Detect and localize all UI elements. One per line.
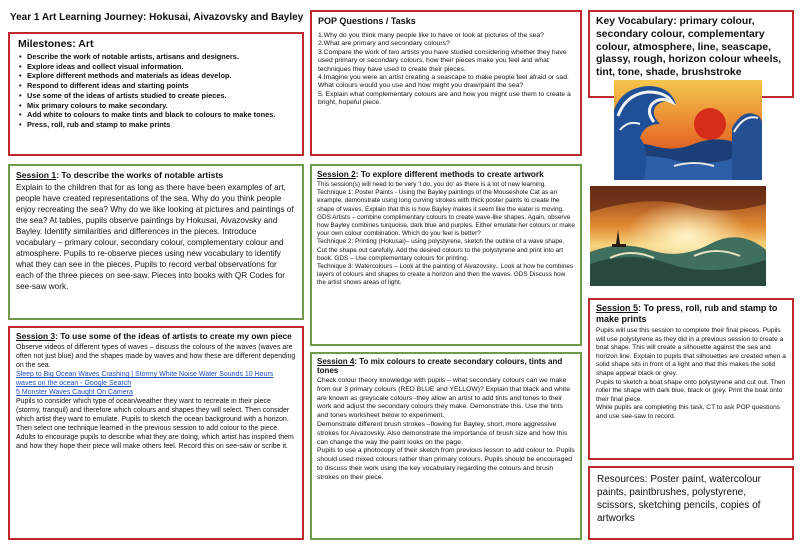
session-3-intro: Observe videos of different types of waves – discuss the colours of the waves (waves are often not just blue) and the shapes made by waves and how these are different depending on the sea. xyxy=(16,344,296,369)
session-4-paragraph: Demonstrate different brush strokes –flowing for Bayley, short, more aggressive strokes for Aivazovsky. Also demonstrate the importance of brush size and how this can change the way the paint looks on the page. xyxy=(317,420,568,446)
pop-question: 3.Compare the work of two artists you have studied considering whether they have used primary or secondary colours, how their pieces make you feel and what techniques they have used to create their pieces. xyxy=(318,48,567,73)
session-2-paragraph: Technique 3: Watercolours – Look at the painting of Aivazovsky.. Look at how he combines layers of colours and shapes to create a horizon and then the waves. GDS Discuss how the artist shows areas of light. xyxy=(317,263,574,287)
pop-question: 5. Explain what complementary colours are and how you might use them to create a bright, hopeful piece. xyxy=(318,90,571,107)
session-2-paragraph: Technique 1: Poster Paints - Using the Bayley paintings of the Mouseshole Cat as an example, demonstrate using long curving strokes with thick poster paints to create the shape of waves. Explain that this is how Bayley makes it seem like the water is moving. GDS Artists – combine complimentary colours to create wave-like shapes. Again, observe how Bayley combines turquoise, dark blue and purples. Either emulate her colours or make your own colour combination. Which do you feel is better? xyxy=(317,189,575,238)
milestone-item: • Respond to different ideas and starting points xyxy=(27,81,294,91)
video-link[interactable]: 5 Monster Waves Caught On Camera xyxy=(16,389,133,396)
session-2-paragraph: This session(s) will need to be very 'I do, you do' as there is a lot of new learning. xyxy=(317,181,547,188)
session-2-heading xyxy=(317,169,575,179)
session-5-paragraph: Pupils will use this session to complete their final pieces. Pupils will use polystyrene as they did in a previous session to create a boat shape. This will create a silhouette against the sea and horizon line. Explain to pupils that silhouettes are created when a solid shape sits in front of a light and that this makes the solid shape appear black or grey. xyxy=(596,327,786,377)
session-5-paragraph: While pupils are completing this task, CT to ask POP questions and use see-saw to record. xyxy=(596,404,781,420)
milestone-item: • Add white to colours to make tints and black to colours to make tones. xyxy=(27,110,294,120)
session-1-heading xyxy=(16,170,296,180)
session-3-objective: : To use some of the ideas of artists to create my own piece xyxy=(55,331,292,341)
session-2-objective: : To explore different methods to create artwork xyxy=(355,169,544,179)
pop-question: 2.What are primary and secondary colours? xyxy=(318,40,450,48)
session-5-heading xyxy=(596,303,786,325)
session-4-heading xyxy=(317,357,575,375)
session-3-box xyxy=(8,326,304,540)
video-link[interactable]: Sleep to Big Ocean Waves Crashing | Stormy White Noise Water Sounds 10 Hours xyxy=(16,371,274,378)
session-3-heading xyxy=(16,331,296,341)
milestone-item: • Describe the work of notable artists, artisans and designers. xyxy=(27,52,294,62)
session-2-label: Session 2 xyxy=(317,169,356,179)
session-4-paragraph: Check colour theory knowledge with pupils – what secondary colours can we make from our 3 primary colours (RED BLUE and YELLOW)? Explain that black and white are known as greyscale colours -they allow an artist to add tints and tones to their work and adjust the secondary colours they make. Demonstrate this. Use the tints and tones worksheet below to experiment. xyxy=(317,377,570,420)
session-4-box xyxy=(310,352,582,540)
session-5-label: Session 5 xyxy=(596,303,639,313)
session-5-paragraph: Pupils to sketch a boat shape onto polystyrene and cut out. Then roller the shape with dark blue, black or grey. Print the boat onto their final piece. xyxy=(596,378,786,403)
session-4-label: Session 4 xyxy=(317,357,355,366)
key-vocabulary-text: Key Vocabulary: primary colour, secondary colour, complementary colour, atmosphere, line, seascape, glassy, rough, horizon colour wheels, tint, tone, shade, brushstroke xyxy=(596,16,782,79)
session-2-box xyxy=(310,164,582,346)
milestones-heading: Milestones: Art xyxy=(18,38,94,50)
session-4-paragraph: Pupils to use a photocopy of their sketch from previous lesson to add colour to. Pupils should used mixed colours rather than primary colours. Pupils should be encouraged to discuss their work using the key vocabulary regarding the colours and brush strokes on their piece. xyxy=(317,447,575,481)
session-3-label: Session 3 xyxy=(16,331,56,341)
session-2-paragraph: Technique 2: Printing (Hokusai)– using polystyrene, sketch the outline of a wave shape. Cut the shape out carefully. Add the desired colours to the polystyrene and print into art book. GDS – Use complementary colours for printing. xyxy=(317,238,565,262)
session-1-box xyxy=(8,164,304,320)
milestones-box xyxy=(8,32,304,156)
resources-box xyxy=(588,466,794,540)
page-title: Year 1 Art Learning Journey: Hokusai, Aivazovsky and Bayley xyxy=(10,12,304,23)
milestone-item: • Press, roll, rub and stamp to make prints xyxy=(27,120,294,130)
milestone-item: • Explore ideas and collect visual information. xyxy=(27,62,294,72)
session-5-objective: : To press, roll, rub and stamp to make prints xyxy=(596,303,778,324)
milestones-list xyxy=(18,52,294,130)
session-1-body: Explain to the children that for as long as there have been examples of art, people have created representations of the sea. Why do you think people enjoy recreating the sea? Why do we like looking at pictures and paintings of the sea? At tables, pupils observe paintings by Hokusai, Aivazovsky and Bayley. Identify similarities and differences in the pieces. Introduce vocabulary – primary colour, secondary colour, complementary colour and atmosphere. Pupils to re-observe pieces using new vocabulary to identify what they can see in the pieces. Pupils to record verbal observations for each of the three pieces on see-saw. Pieces into books with QR Codes for see-saw work. xyxy=(16,183,294,291)
milestone-item: • Explore different methods and materials as ideas develop. xyxy=(27,71,294,81)
pop-heading: POP Questions / Tasks xyxy=(318,16,416,26)
pop-question: 4.Imagine you were an artist creating a seascape to make people feel afraid or sad. What colours would you use and how might you draw/paint the sea? xyxy=(318,74,569,90)
resources-text: Resources: Poster paint, watercolour paints, paintbrushes, polystyrene, scissors, sketching pencils, copies of artworks xyxy=(597,474,761,524)
milestone-item: • Use some of the ideas of artists studied to create pieces. xyxy=(27,91,294,101)
session-1-label: Session 1 xyxy=(16,170,57,180)
stormy-seascape-icon xyxy=(590,186,766,286)
session-5-box xyxy=(588,298,794,460)
session-3-body: Pupils to consider which type of ocean/weather they want to recreate in their piece (stormy, tranquil) and therefore which colours and shapes they will select. Then consider which artist they want to emulate. Pupils to sketch the ocean background with a horizon. Then select one technique learned in the previous session to add colour to the piece. Adults to encourage pupils to describe what they are doing, which artist has inspired them and how they hope their piece will make others feel. Record this on see-saw or scribe it. xyxy=(16,398,294,450)
video-link[interactable]: waves on the ocean - Google Search xyxy=(16,380,132,387)
seascape-painting-image xyxy=(590,186,766,286)
session-4-objective: : To mix colours to create secondary colours, tints and tones xyxy=(317,357,563,375)
pop-questions-box xyxy=(310,10,582,156)
pop-question: 1.Why do you think many people like to have or look at pictures of the sea? xyxy=(318,32,544,39)
wave-painting-image xyxy=(614,80,762,180)
milestone-item: • Mix primary colours to make secondary. xyxy=(27,101,294,111)
session-1-objective: : To describe the works of notable artists xyxy=(56,170,224,180)
great-wave-icon xyxy=(614,80,762,180)
